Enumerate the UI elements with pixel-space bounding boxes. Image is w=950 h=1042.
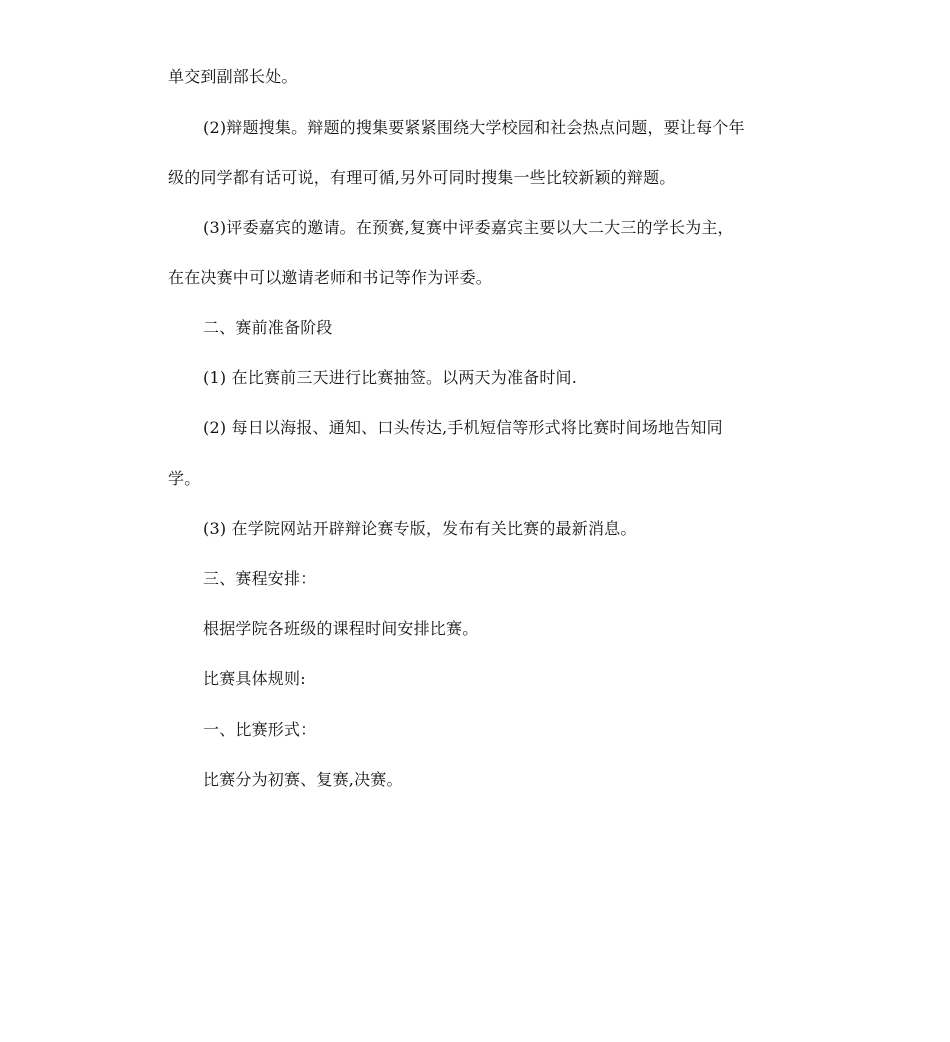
text-line: (2)辩题搜集。辩题的搜集要紧紧围绕大学校园和社会热点问题，要让每个年 bbox=[203, 118, 745, 137]
section-heading: 比赛具体规则: bbox=[203, 669, 306, 688]
section-heading: 二、赛前准备阶段 bbox=[203, 318, 333, 337]
text-line: (3) 在学院网站开辟辩论赛专版，发布有关比赛的最新消息。 bbox=[203, 519, 637, 538]
text-line: (2) 每日以海报、通知、口头传达,手机短信等形式将比赛时间场地告知同 bbox=[203, 418, 723, 437]
text-line: 根据学院各班级的课程时间安排比赛。 bbox=[203, 619, 479, 638]
text-line: 学。 bbox=[168, 469, 201, 488]
text-line: (1) 在比赛前三天进行比赛抽签。以两天为准备时间. bbox=[203, 368, 578, 387]
section-heading: 一、比赛形式： bbox=[203, 720, 317, 739]
text-line: 比赛分为初赛、复赛,决赛。 bbox=[203, 770, 403, 789]
text-line: (3)评委嘉宾的邀请。在预赛,复赛中评委嘉宾主要以大二大三的学长为主， bbox=[203, 218, 734, 237]
text-line: 单交到副部长处。 bbox=[168, 67, 298, 86]
text-line: 在在决赛中可以邀请老师和书记等作为评委。 bbox=[168, 268, 493, 287]
section-heading: 三、赛程安排： bbox=[203, 569, 317, 588]
text-line: 级的同学都有话可说，有理可循,另外可同时搜集一些比较新颖的辩题。 bbox=[168, 168, 676, 187]
